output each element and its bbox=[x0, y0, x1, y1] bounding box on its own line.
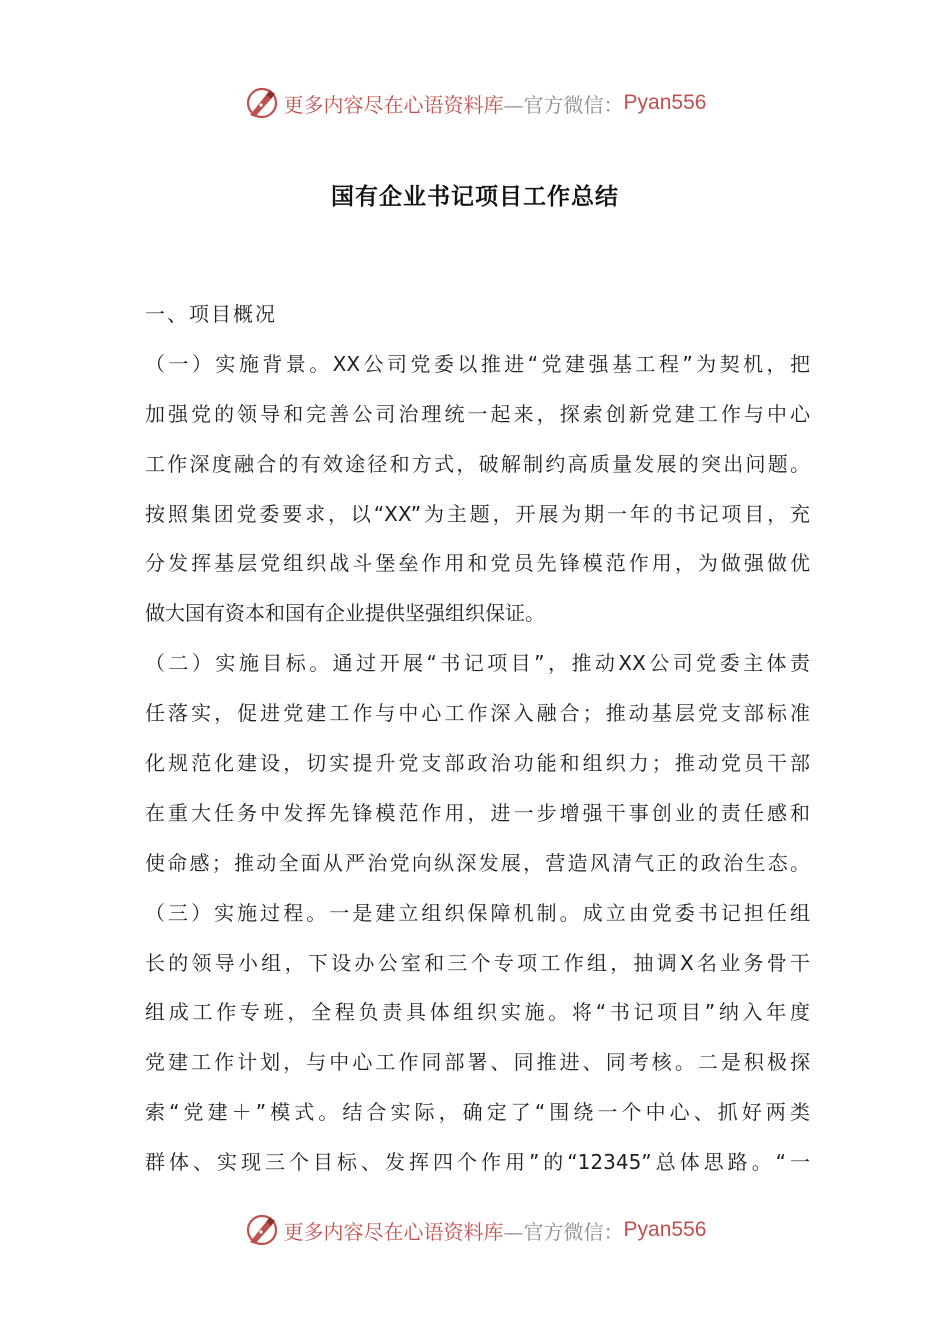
section-heading: 一、项目概况 bbox=[145, 302, 277, 326]
document-title: 国有企业书记项目工作总结 bbox=[331, 184, 619, 210]
paragraph-line: （一）实施背景。XX公司党委以推进“党建强基工程”为契机，把 bbox=[145, 351, 810, 376]
pen-nib-icon bbox=[244, 85, 280, 121]
paragraph-line: 长的领导小组，下设办公室和三个专项工作组，抽调X名业务骨干 bbox=[145, 950, 810, 975]
paragraph-line: 工作深度融合的有效途径和方式，破解制约高质量发展的突出问题。 bbox=[145, 451, 810, 476]
banner-main-text: 更多内容尽在心语资料库—官方微信： bbox=[283, 1219, 624, 1244]
paragraph-line: 使命感；推动全面从严治党向纵深发展，营造风清气正的政治生态。 bbox=[145, 850, 810, 875]
banner-wechat-id: Pyan556 bbox=[623, 91, 707, 114]
pen-nib-icon bbox=[244, 1212, 280, 1248]
paragraph-line: （三）实施过程。一是建立组织保障机制。成立由党委书记担任组 bbox=[145, 900, 810, 925]
paragraph-line: 任落实，促进党建工作与中心工作深入融合；推动基层党支部标准 bbox=[145, 701, 810, 726]
paragraph-line: 群体、实现三个目标、发挥四个作用”的“12345”总体思路。“一 bbox=[145, 1150, 810, 1175]
document-body bbox=[145, 290, 810, 1188]
banner-main-text: 更多内容尽在心语资料库—官方微信： bbox=[283, 92, 624, 117]
paragraph-line: 化规范化建设，切实提升党支部政治功能和组织力；推动党员干部 bbox=[145, 751, 810, 776]
paragraph-line: （二）实施目标。通过开展“书记项目”，推动XX公司党委主体责 bbox=[145, 651, 810, 676]
watermark-banner-top bbox=[0, 83, 950, 123]
paragraph-line: 加强党的领导和完善公司治理统一起来，探索创新党建工作与中心 bbox=[145, 401, 810, 426]
banner-wechat-id: Pyan556 bbox=[623, 1218, 707, 1241]
paragraph-line: 分发挥基层党组织战斗堡垒作用和党员先锋模范作用，为做强做优 bbox=[145, 551, 810, 576]
watermark-banner-bottom bbox=[0, 1210, 950, 1250]
paragraph-line: 索“党建＋”模式。结合实际，确定了“围绕一个中心、抓好两类 bbox=[145, 1100, 810, 1125]
paragraph-line: 在重大任务中发挥先锋模范作用，进一步增强干事创业的责任感和 bbox=[145, 800, 810, 825]
paragraph-line: 组成工作专班，全程负责具体组织实施。将“书记项目”纳入年度 bbox=[145, 1000, 810, 1025]
paragraph-line: 党建工作计划，与中心工作同部署、同推进、同考核。二是积极探 bbox=[145, 1050, 810, 1075]
paragraph-line: 做大国有资本和国有企业提供坚强组织保证。 bbox=[145, 601, 545, 626]
paragraph-line: 按照集团党委要求，以“XX”为主题，开展为期一年的书记项目，充 bbox=[145, 501, 810, 526]
